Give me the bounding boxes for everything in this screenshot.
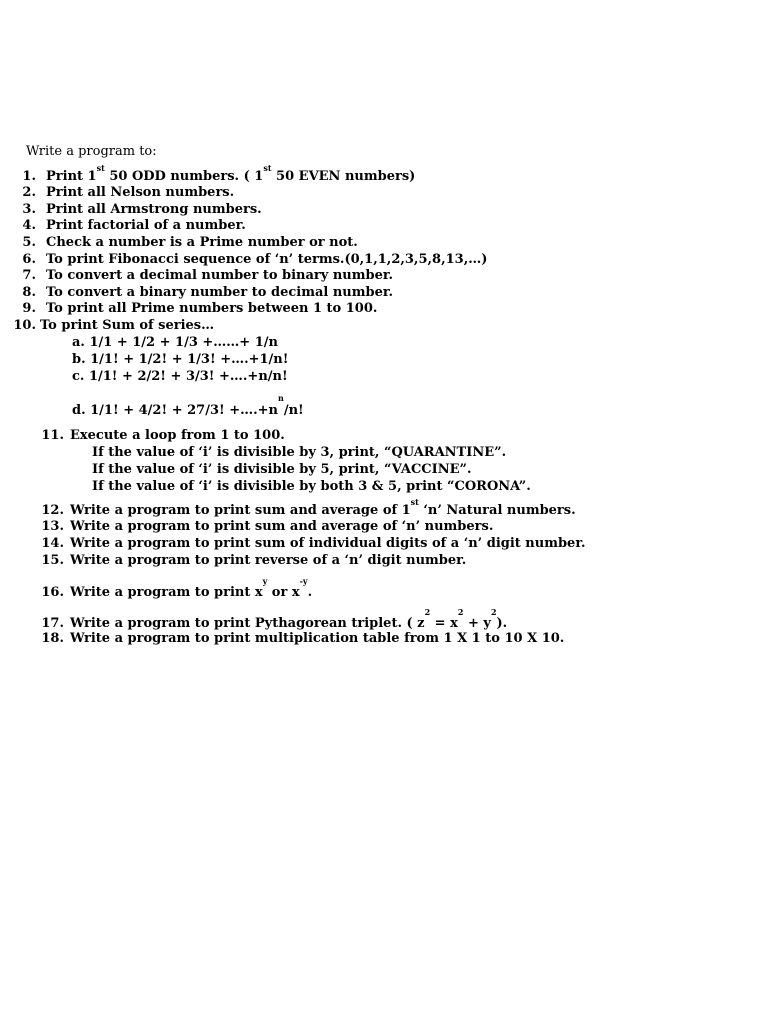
list-item bbox=[0, 301, 377, 317]
item-number: 14. bbox=[41, 536, 64, 551]
list-item bbox=[0, 519, 493, 535]
list-item bbox=[0, 607, 508, 632]
series-item-a: a. 1/1 + 1/2 + 1/3 +……+ 1/n bbox=[72, 335, 278, 350]
item-text: Write a program to print sum of individual digits of a ‘n’ digit number. bbox=[70, 536, 586, 551]
list-item bbox=[0, 428, 285, 444]
loop-condition-both: If the value of ‘i’ is divisible by both 3 & 5, print “CORONA”. bbox=[92, 479, 531, 494]
item-number: 18. bbox=[41, 631, 64, 646]
item-text: = x bbox=[430, 616, 458, 631]
item-text: Write a program to print x bbox=[70, 585, 263, 600]
item-text: 50 EVEN numbers) bbox=[271, 169, 416, 184]
list-item bbox=[0, 631, 564, 647]
item-text: ‘n’ Natural numbers. bbox=[418, 503, 576, 518]
superscript: y bbox=[262, 576, 268, 586]
superscript: n bbox=[278, 393, 284, 403]
superscript: 2 bbox=[424, 607, 431, 617]
item-number: 8. bbox=[22, 285, 36, 300]
item-text: Execute a loop from 1 to 100. bbox=[70, 428, 285, 443]
list-item bbox=[0, 285, 393, 301]
superscript: 2 bbox=[490, 607, 497, 617]
list-item bbox=[0, 268, 393, 284]
item-text: . bbox=[307, 585, 313, 600]
item-number: 9. bbox=[22, 301, 36, 316]
item-number: 10. bbox=[13, 318, 36, 333]
item-text: Write a program to print Pythagorean triplet. ( z bbox=[70, 616, 425, 631]
item-text: To convert a binary number to decimal number. bbox=[46, 285, 394, 300]
list-item bbox=[0, 185, 234, 201]
list-item bbox=[0, 218, 246, 234]
item-number: 3. bbox=[22, 202, 36, 217]
item-number: 4. bbox=[22, 218, 36, 233]
superscript: st bbox=[263, 163, 272, 173]
list-item bbox=[0, 252, 487, 268]
item-text: Write a program to print sum and average of 1 bbox=[70, 503, 411, 518]
item-text: + y bbox=[463, 616, 491, 631]
item-number: 13. bbox=[41, 519, 64, 534]
item-text: Print 1 bbox=[46, 169, 97, 184]
series-item-d bbox=[72, 393, 304, 419]
superscript: -y bbox=[299, 576, 308, 586]
superscript: st bbox=[410, 497, 419, 507]
item-number: 2. bbox=[22, 185, 36, 200]
item-number: 17. bbox=[41, 616, 64, 631]
item-text: To print Fibonacci sequence of ‘n’ terms.(0,1,1,2,3,5,8,13,…) bbox=[46, 252, 488, 267]
item-text: Print all Armstrong numbers. bbox=[46, 202, 262, 217]
superscript: 2 bbox=[457, 607, 464, 617]
item-text: 50 ODD numbers. ( 1 bbox=[104, 169, 264, 184]
item-text: ). bbox=[496, 616, 508, 631]
item-text: Check a number is a Prime number or not. bbox=[46, 235, 358, 250]
series-item-b: b. 1/1! + 1/2! + 1/3! +….+1/n! bbox=[72, 352, 289, 367]
list-item bbox=[0, 497, 576, 519]
list-item bbox=[0, 202, 262, 218]
item-number: 7. bbox=[22, 268, 36, 283]
item-number: 16. bbox=[41, 585, 64, 600]
item-number: 12. bbox=[41, 503, 64, 518]
item-text: d. 1/1! + 4/2! + 27/3! +….+n bbox=[72, 403, 279, 418]
item-number: 15. bbox=[41, 553, 64, 568]
item-text: Write a program to print multiplication table from 1 X 1 to 10 X 10. bbox=[70, 631, 565, 646]
item-text: To convert a decimal number to binary number. bbox=[46, 268, 394, 283]
item-number: 11. bbox=[41, 428, 64, 443]
intro-text: Write a program to: bbox=[26, 144, 157, 159]
loop-condition-3: If the value of ‘i’ is divisible by 3, print, “QUARANTINE”. bbox=[92, 445, 507, 460]
item-text: /n! bbox=[283, 403, 304, 418]
superscript: st bbox=[96, 163, 105, 173]
item-number: 1. bbox=[22, 169, 36, 184]
item-number: 6. bbox=[22, 252, 36, 267]
list-item bbox=[0, 553, 466, 569]
list-item bbox=[0, 235, 358, 251]
list-item bbox=[0, 576, 313, 601]
series-item-c: c. 1/1! + 2/2! + 3/3! +….+n/n! bbox=[72, 369, 288, 384]
list-item bbox=[0, 318, 214, 334]
item-text: Print factorial of a number. bbox=[46, 218, 246, 233]
item-text: Print all Nelson numbers. bbox=[46, 185, 235, 200]
item-text: Write a program to print reverse of a ‘n’ digit number. bbox=[70, 553, 467, 568]
item-text: To print Sum of series… bbox=[40, 318, 215, 333]
list-item bbox=[0, 536, 586, 552]
item-number: 5. bbox=[22, 235, 36, 250]
list-item bbox=[0, 163, 416, 185]
item-text: To print all Prime numbers between 1 to 100. bbox=[46, 301, 378, 316]
loop-condition-5: If the value of ‘i’ is divisible by 5, print, “VACCINE”. bbox=[92, 462, 472, 477]
item-text: Write a program to print sum and average of ‘n’ numbers. bbox=[70, 519, 494, 534]
item-text: or x bbox=[267, 585, 300, 600]
